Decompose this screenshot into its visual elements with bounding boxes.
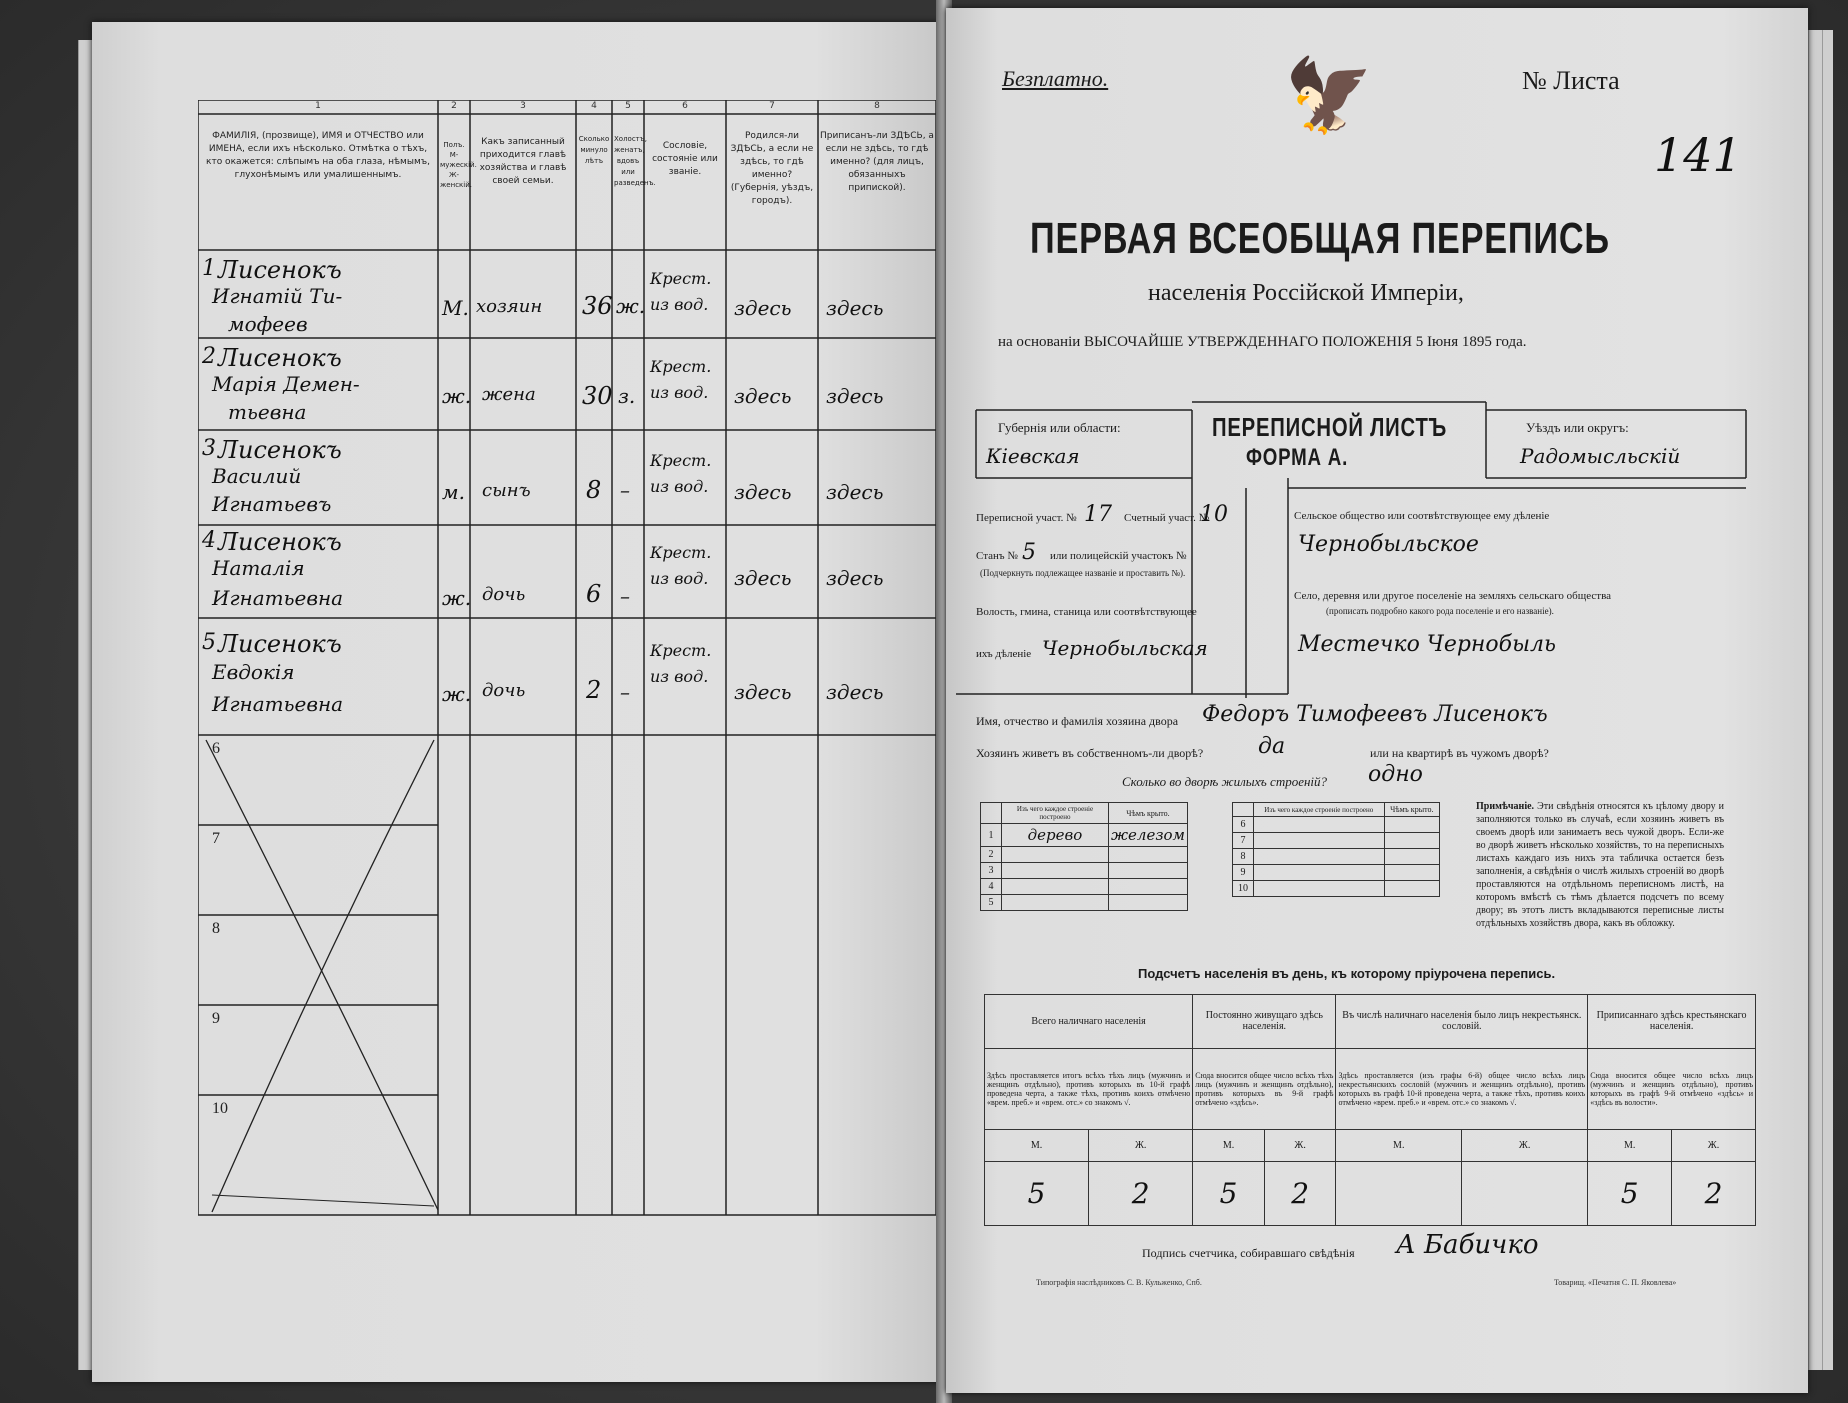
page-edges-right <box>1808 30 1823 1370</box>
entry-1-born: здесь <box>734 296 792 320</box>
entry-3-born: здесь <box>734 480 792 504</box>
right-page <box>946 8 1808 1393</box>
entry-4-surname: Лисенокъ <box>218 528 342 556</box>
village-value: Местечко Чернобыль <box>1298 632 1556 657</box>
building-row-9-n: 9 <box>1233 865 1254 881</box>
owner-value: Федоръ Тимофеевъ Лисенокъ <box>1202 702 1548 727</box>
col-header-age: Сколько минуло лѣтъ <box>578 135 610 165</box>
entry-1-patronymic: мофеев <box>228 312 308 336</box>
empty-row-6: 6 <box>212 740 220 757</box>
buildings-table-left <box>980 802 1188 911</box>
form-subtitle: ФОРМА А. <box>1246 444 1349 471</box>
entry-2-given-name: Марія Демен- <box>212 372 360 396</box>
entry-5-registered: здесь <box>826 680 884 704</box>
count-col-2-head: Постоянно живущаго здѣсь населенія. <box>1193 995 1336 1049</box>
building-row-7-n: 7 <box>1233 833 1254 849</box>
count-registered-m: 5 <box>1588 1162 1672 1226</box>
entry-1-surname: Лисенокъ <box>218 256 342 284</box>
entry-5-surname: Лисенокъ <box>218 630 342 658</box>
census-section-label: Переписной участ. № <box>976 512 1077 524</box>
col-header-sex: Полъ. М-мужескій. Ж-женскій. <box>440 141 477 189</box>
buildings-col-roof: Чѣмъ крыто. <box>1108 803 1187 824</box>
entry-2-number: 2 <box>202 344 216 369</box>
count-m-label-2: М. <box>1193 1130 1265 1162</box>
entry-2-age: 30 <box>582 382 613 410</box>
stan-value: 5 <box>1022 540 1036 565</box>
society-label: Сельское общество или соотвѣтствующее ему дѣленіе <box>1294 510 1550 522</box>
free-label: Безплатно. <box>1002 66 1109 91</box>
printer-mark-left: Типографія наслѣдниковъ С. В. Кульженко, Спб. <box>1036 1278 1202 1287</box>
count-section-label: Счетный участ. № <box>1124 512 1210 524</box>
census-section-value: 17 <box>1084 502 1112 527</box>
owner-label: Имя, отчество и фамилія хозяина двора <box>976 714 1179 728</box>
col-number-1: 1 <box>315 101 321 111</box>
count-zh-label-1: Ж. <box>1089 1130 1193 1162</box>
count-col-4-head: Приписаннаго здѣсь крестьянскаго населенія. <box>1588 995 1756 1049</box>
count-nonpeasant-m <box>1336 1162 1462 1226</box>
census-basis: на основаніи ВЫСОЧАЙШЕ УТВЕРЖДЕННАГО ПОЛОЖЕНІЯ 5 Іюня 1895 года. <box>998 334 1527 350</box>
count-m-label-3: М. <box>1336 1130 1462 1162</box>
volost-label-2: ихъ дѣленіе <box>976 648 1032 660</box>
note-title: Примѣчаніе. <box>1476 801 1535 812</box>
entry-1-estate: Крест. из вод. <box>650 269 712 314</box>
buildings-label: Сколько во дворѣ жилыхъ строеній? <box>1122 774 1328 789</box>
entry-5-sex: ж. <box>442 682 472 706</box>
society-value: Чернобыльское <box>1298 532 1479 557</box>
count-title: Подсчетъ населенія въ день, къ которому пріурочена перепись. <box>1138 966 1556 981</box>
building-row-5-n: 5 <box>981 895 1002 911</box>
col-header-registered: Приписанъ-ли ЗДѢСЬ, а если не здѣсь, то гдѣ именно? (для лицъ, обязанныхъ припиской). <box>820 131 934 193</box>
entry-2-sex: ж. <box>442 384 472 408</box>
count-nonpeasant-zh <box>1462 1162 1588 1226</box>
entry-4-estate: Крест. из вод. <box>650 543 712 588</box>
col-header-estate: Сословіе, состояніе или званіе. <box>652 141 718 177</box>
uezd-label: Уѣздъ или округъ: <box>1526 420 1629 435</box>
building-row-1-roof: железом <box>1108 824 1187 847</box>
entry-4-given-name: Наталія <box>212 556 305 580</box>
entry-3-marital: – <box>620 478 630 502</box>
count-total-m: 5 <box>985 1162 1089 1226</box>
col-number-6: 6 <box>682 101 688 111</box>
entry-2-registered: здесь <box>826 384 884 408</box>
stan-label: Станъ № <box>976 550 1018 562</box>
building-row-4-n: 4 <box>981 879 1002 895</box>
count-zh-label-4: Ж. <box>1672 1130 1756 1162</box>
entry-2-marital: з. <box>618 384 636 408</box>
col-number-3: 3 <box>520 101 526 111</box>
left-page <box>92 22 942 1382</box>
col-header-relation: Какъ записанный приходится главѣ хозяйства и главѣ своей семьи. <box>479 137 567 186</box>
buildings-note <box>1476 800 1724 930</box>
entry-1-age: 36 <box>582 292 613 320</box>
entry-3-surname: Лисенокъ <box>218 436 342 464</box>
col-header-born: Родился-ли ЗДѢСЬ, а если не здѣсь, то гдѣ именно? (Губернія, уѣздъ, городъ). <box>730 131 814 206</box>
buildings-col-roof-2: Чѣмъ крыто. <box>1384 803 1439 817</box>
col-number-8: 8 <box>874 101 880 111</box>
building-row-1-material: дерево <box>1002 824 1109 847</box>
entry-1-number: 1 <box>202 256 216 281</box>
col-number-4: 4 <box>591 101 597 111</box>
sheet-number: 141 <box>1654 128 1742 182</box>
count-m-label-4: М. <box>1588 1130 1672 1162</box>
note-text: Эти свѣдѣнія относятся къ цѣлому двору и заполняются только въ случаѣ, если хозяинъ живетъ въ своемъ дворѣ или занимаетъ весь чужой дворъ. Если-же во дворѣ живетъ нѣсколько хозяйствъ, то на переписныхъ листахъ каждаго изъ нихъ эта табличка остается безъ заполненія, а свѣдѣнія о числѣ жилыхъ строеній во дворѣ проставляются на отдѣльномъ переписномъ листѣ, на которомъ вмѣстѣ съ тѣмъ дѣлается подсчетъ по всему двору; въ этотъ листъ вкладываются переписные листы отдѣльныхъ хозяйствъ двора, какъ въ обложку. <box>1476 801 1725 929</box>
entry-3-registered: здесь <box>826 480 884 504</box>
count-col-3-desc: Здѣсь проставляется (изъ графы 6-й) общее число всѣхъ лицъ некрестьянскихъ сословій (мужчинъ и женщинъ отдѣльно), противъ которыхъ въ графѣ 10-й проведена черта, а также тѣхъ, противъ коихъ отмѣчено «врем. преб.» и «врем. отс.» со знакомъ √. <box>1336 1048 1588 1130</box>
owner-lives-alt-label: или на квартирѣ въ чужомъ дворѣ? <box>1370 746 1549 760</box>
entry-1-registered: здесь <box>826 296 884 320</box>
building-row-3-n: 3 <box>981 863 1002 879</box>
col-number-7: 7 <box>769 101 775 111</box>
count-section-value: 10 <box>1200 502 1228 527</box>
entry-4-patronymic: Игнатьевна <box>212 586 344 610</box>
entry-1-marital: ж. <box>616 294 646 318</box>
volost-value: Чернобыльская <box>1042 636 1208 660</box>
entry-2-surname: Лисенокъ <box>218 344 342 372</box>
count-col-4-desc: Сюда вносится общее число всѣхъ лицъ (мужчинъ и женщинъ отдѣльно), противъ которыхъ въ графѣ 9-й отмѣчено «здѣсь» и «здѣсь въ волости». <box>1588 1048 1756 1130</box>
signature-value: А Бабичко <box>1396 1230 1539 1260</box>
entry-3-given-name: Василий <box>212 464 302 488</box>
col-header-name: ФАМИЛІЯ, (прозвище), ИМЯ и ОТЧЕСТВО или ИМЕНА, если ихъ нѣсколько. Отмѣтка о тѣхъ, кто окажется: слѣпымъ на оба глаза, нѣмымъ, глухонѣмымъ или умалишеннымъ. <box>206 131 430 180</box>
census-title: ПЕРВАЯ ВСЕОБЩАЯ ПЕРЕПИСЬ <box>1030 214 1610 263</box>
page-edges-right-2 <box>1822 30 1833 1370</box>
count-resident-zh: 2 <box>1264 1162 1336 1226</box>
empty-row-8: 8 <box>212 920 220 937</box>
buildings-col-material-2: Изъ чего каждое строеніе построено <box>1254 803 1385 817</box>
owner-lives-value: да <box>1258 734 1286 759</box>
entry-5-marital: – <box>620 680 630 704</box>
entry-3-patronymic: Игнатьевъ <box>212 492 332 516</box>
census-subtitle: населенія Россійской Имперіи, <box>1148 280 1464 306</box>
entry-5-age: 2 <box>586 676 602 704</box>
entry-4-born: здесь <box>734 566 792 590</box>
count-total-zh: 2 <box>1089 1162 1193 1226</box>
entry-2-patronymic: тьевна <box>228 400 307 424</box>
building-row-1-n: 1 <box>981 824 1002 847</box>
uezd-value: Радомысльскій <box>1520 444 1681 468</box>
village-label: Село, деревня или другое поселеніе на земляхъ сельскаго общества <box>1294 590 1612 602</box>
count-zh-label-3: Ж. <box>1462 1130 1588 1162</box>
entry-3-age: 8 <box>586 476 602 504</box>
underline-note: (Подчеркнуть подлежащее названіе и проставить №). <box>980 568 1186 578</box>
count-resident-m: 5 <box>1193 1162 1265 1226</box>
count-zh-label-2: Ж. <box>1264 1130 1336 1162</box>
entry-2-born: здесь <box>734 384 792 408</box>
entry-5-number: 5 <box>202 630 216 655</box>
empty-row-7: 7 <box>212 830 220 847</box>
gubernia-label: Губернія или области: <box>998 420 1121 435</box>
entry-3-relation: сынъ <box>482 480 531 501</box>
count-col-2-desc: Сюда вносится общее число всѣхъ тѣхъ лицъ (мужчинъ и женщинъ отдѣльно), противъ которыхъ въ 9-й графѣ отмѣчено «здѣсь». <box>1193 1048 1336 1130</box>
count-m-label-1: М. <box>985 1130 1089 1162</box>
entry-1-sex: М. <box>442 296 469 320</box>
col-number-2: 2 <box>451 101 457 111</box>
gubernia-value: Кіевская <box>986 444 1080 468</box>
col-header-marital: Холостъ, женатъ, вдовъ или разведенъ. <box>614 135 656 187</box>
col-number-5: 5 <box>625 101 631 111</box>
printer-mark-right: Товарищ. «Печатня С. П. Яковлева» <box>1554 1278 1677 1287</box>
entry-4-age: 6 <box>586 580 602 608</box>
imperial-eagle-emblem: 🦅 <box>1284 56 1374 136</box>
count-col-1-head: Всего наличнаго населенія <box>985 995 1193 1049</box>
page-edges-left <box>78 40 93 1370</box>
count-col-3-head: Въ числѣ наличнаго населенія было лицъ некрестьянск. сословій. <box>1336 995 1588 1049</box>
entry-3-sex: м. <box>442 480 465 504</box>
building-row-2-n: 2 <box>981 847 1002 863</box>
entry-5-estate: Крест. из вод. <box>650 641 712 686</box>
entry-5-patronymic: Игнатьевна <box>212 692 344 716</box>
empty-row-10: 10 <box>212 1100 228 1117</box>
entry-4-number: 4 <box>202 528 216 553</box>
entry-3-estate: Крест. из вод. <box>650 451 712 496</box>
building-row-8-n: 8 <box>1233 849 1254 865</box>
building-row-6-n: 6 <box>1233 817 1254 833</box>
census-register-grid <box>198 100 938 1220</box>
entry-5-born: здесь <box>734 680 792 704</box>
population-count-table <box>984 994 1756 1226</box>
buildings-value: одно <box>1368 762 1423 787</box>
count-col-1-desc: Здѣсь проставляется итогъ всѣхъ тѣхъ лицъ (мужчинъ и женщинъ отдѣльно), противъ которыхъ въ 10-й графѣ проведена черта, а также тѣхъ, противъ коихъ отмѣчено «врем. преб.» и «врем. отс.» со знакомъ √. <box>985 1048 1193 1130</box>
owner-lives-label: Хозяинъ живетъ въ собственномъ-ли дворѣ? <box>976 746 1204 760</box>
entry-1-given-name: Игнатій Ти- <box>212 284 343 308</box>
signature-label: Подпись счетчика, собиравшаго свѣдѣнія <box>1142 1246 1355 1260</box>
entry-4-relation: дочь <box>482 584 526 605</box>
empty-row-9: 9 <box>212 1010 220 1027</box>
village-note: (прописать подробно какого рода поселеніе и его названіе). <box>1326 606 1554 616</box>
entry-2-estate: Крест. из вод. <box>650 357 712 402</box>
entry-1-relation: хозяин <box>476 296 543 317</box>
entry-4-registered: здесь <box>826 566 884 590</box>
volost-label: Волость, гмина, станица или соотвѣтствующее <box>976 606 1197 618</box>
entry-2-relation: жена <box>482 384 536 405</box>
buildings-table-right <box>1232 802 1440 897</box>
police-label: или полицейскій участокъ № <box>1050 550 1187 562</box>
sheet-label: № Листа <box>1522 66 1620 95</box>
entry-5-given-name: Евдокія <box>212 660 295 684</box>
entry-5-relation: дочь <box>482 680 526 701</box>
building-row-10-n: 10 <box>1233 881 1254 897</box>
entry-4-marital: – <box>620 584 630 608</box>
entry-3-number: 3 <box>202 436 216 461</box>
count-registered-zh: 2 <box>1672 1162 1756 1226</box>
form-title: ПЕРЕПИСНОЙ ЛИСТЪ <box>1212 412 1448 442</box>
entry-4-sex: ж. <box>442 586 472 610</box>
buildings-col-material: Изъ чего каждое строеніе построено <box>1002 803 1109 824</box>
